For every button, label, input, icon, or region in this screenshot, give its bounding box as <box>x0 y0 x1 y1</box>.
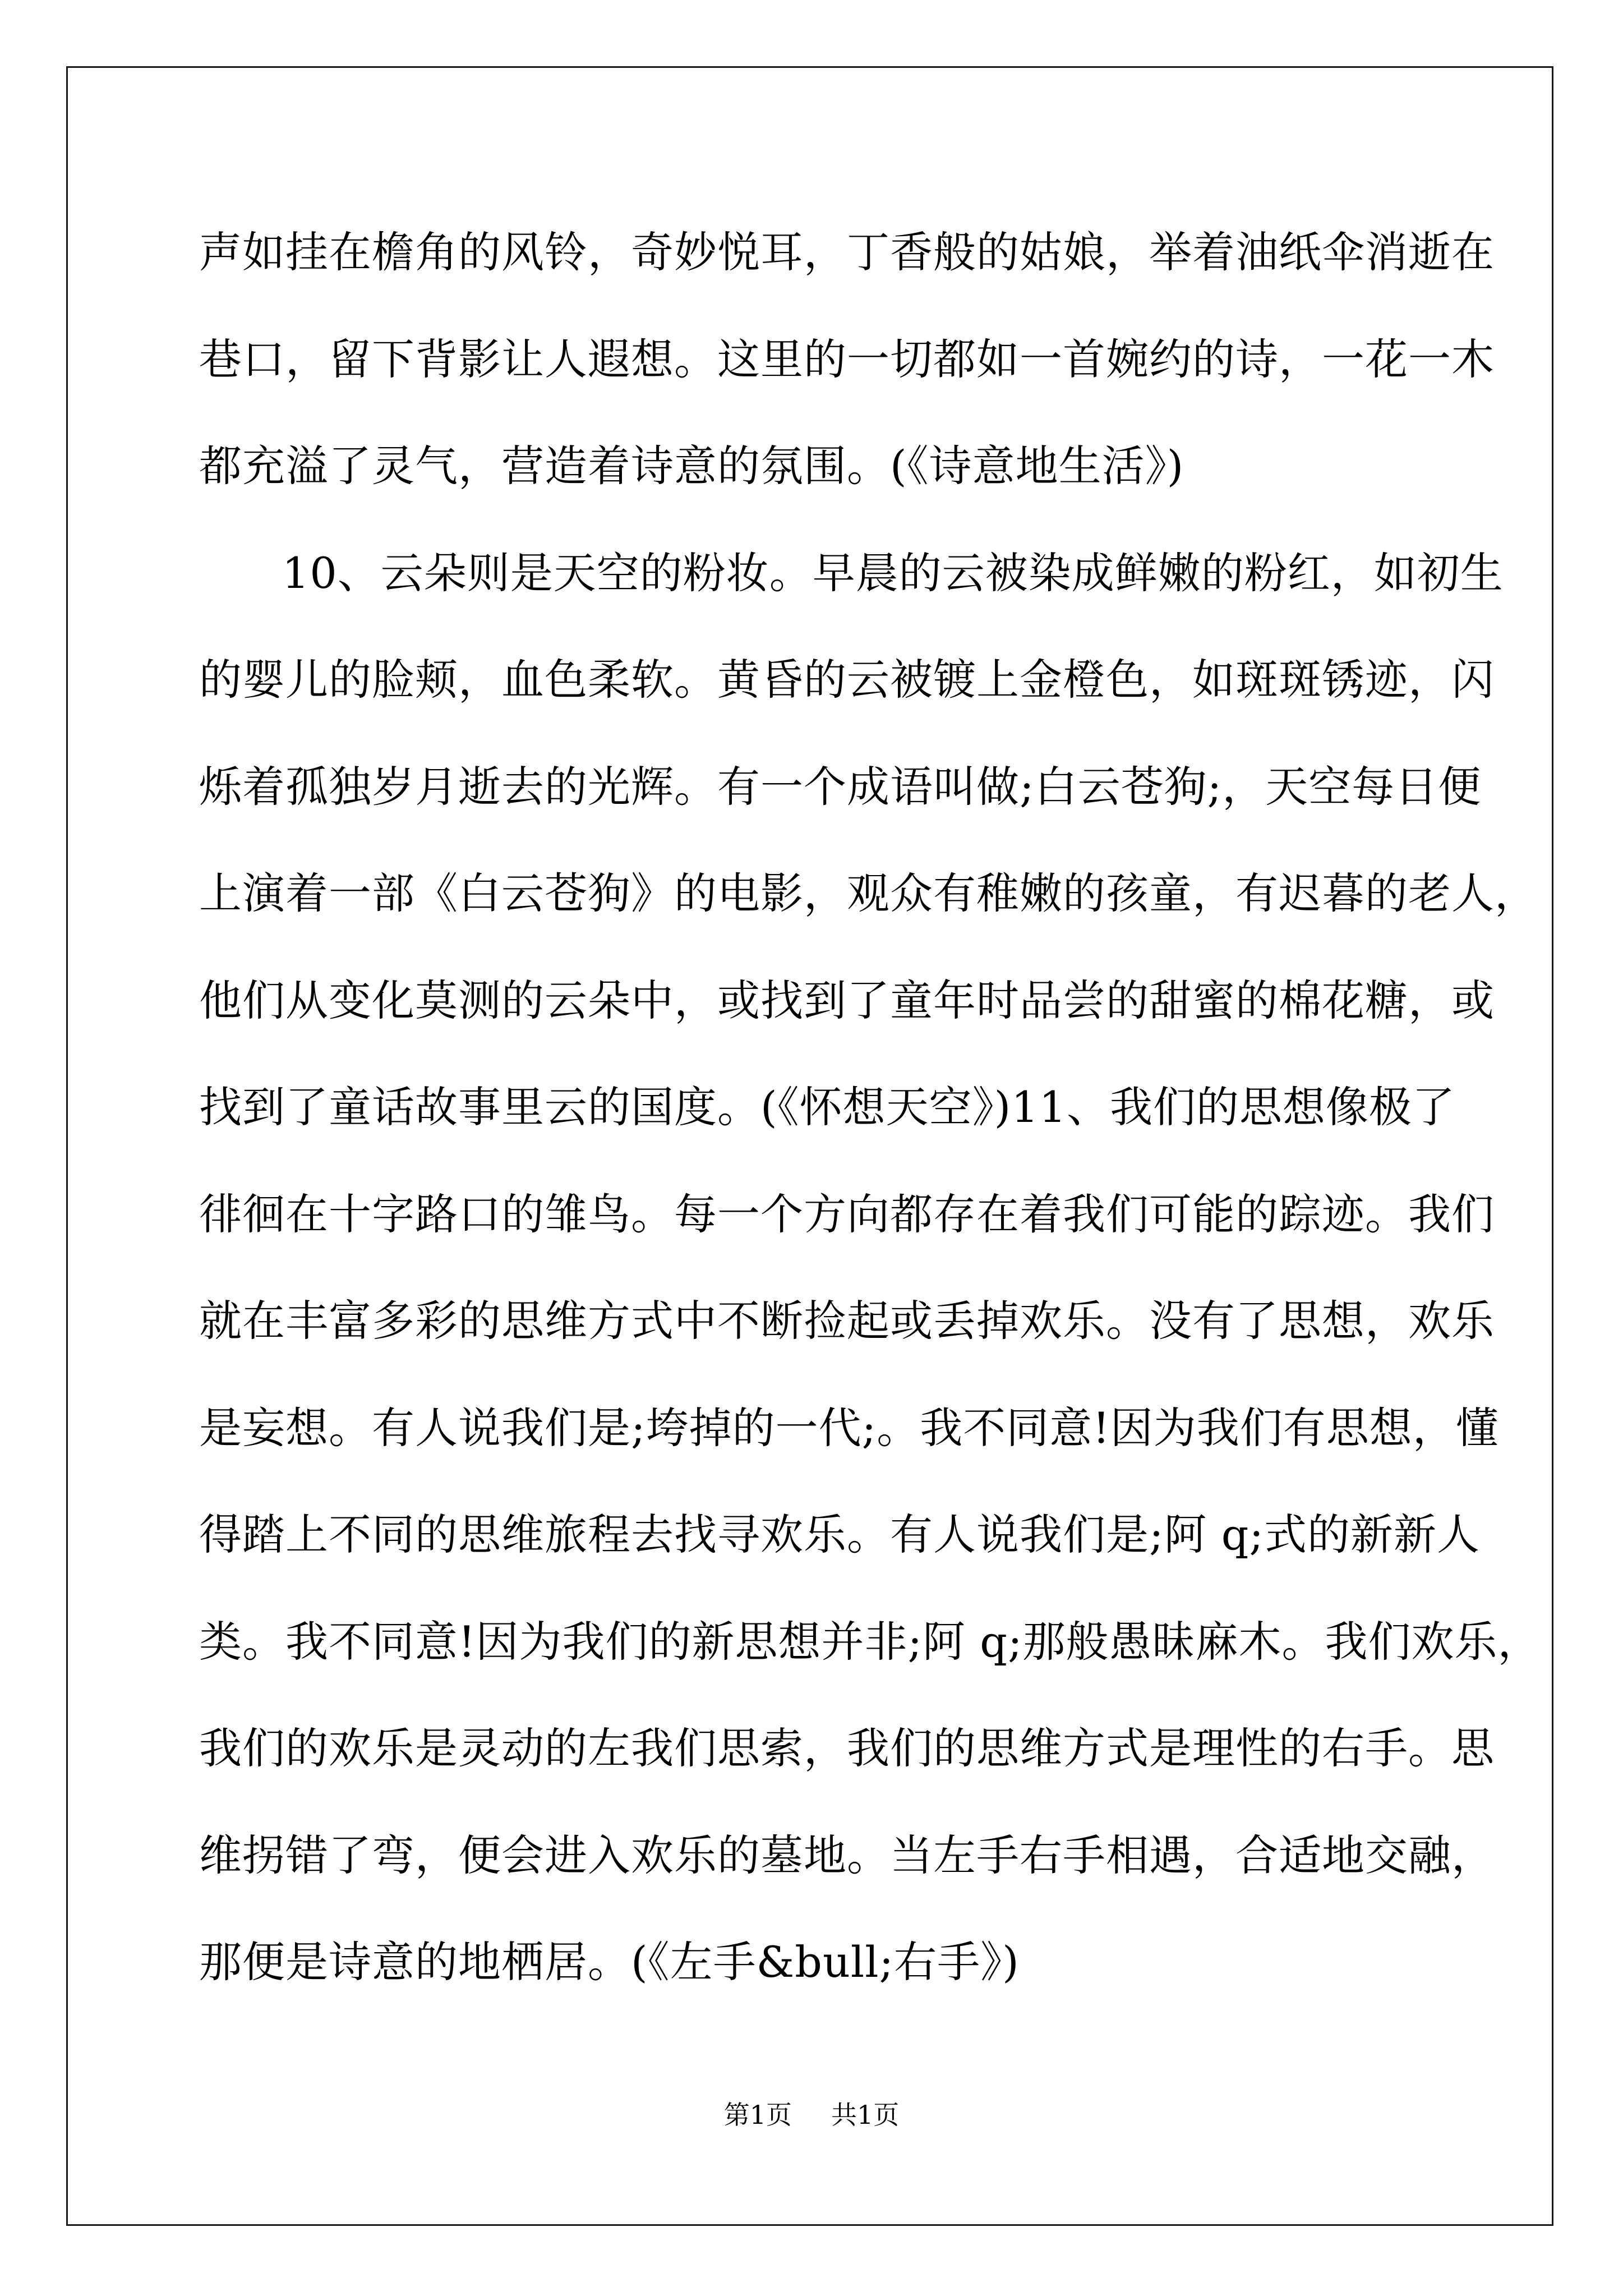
document-body <box>199 219 1541 2036</box>
text-line: 类。我不同意!因为我们的新思想并非;阿 q;那般愚昧麻木。我们欢乐， <box>199 1616 1541 1667</box>
text-line: 维拐错了弯，便会进入欢乐的墓地。当左手右手相遇，合适地交融， <box>199 1830 1495 1880</box>
text-line: 找到了童话故事里云的国度。(《怀想天空》)11、我们的思想像极了 <box>199 1082 1456 1132</box>
text-line: 我们的欢乐是灵动的左我们思索，我们的思维方式是理性的右手。思 <box>199 1723 1495 1773</box>
text-line: 是妄想。有人说我们是;垮掉的一代;。我不同意!因为我们有思想，懂 <box>199 1402 1499 1453</box>
text-line: 声如挂在檐角的风铃，奇妙悦耳，丁香般的姑娘，举着油纸伞消逝在 <box>199 227 1495 277</box>
page-number-current: 第1页 <box>723 2100 792 2130</box>
page-footer <box>0 2098 1623 2132</box>
text-line: 都充溢了灵气，营造着诗意的氛围。(《诗意地生活》) <box>199 441 1184 491</box>
text-line: 巷口，留下背影让人遐想。这里的一切都如一首婉约的诗，一花一木 <box>199 334 1495 384</box>
text-line: 他们从变化莫测的云朵中，或找到了童年时品尝的甜蜜的棉花糖，或 <box>199 975 1495 1025</box>
text-line: 的婴儿的脸颊，血色柔软。黄昏的云被镀上金橙色，如斑斑锈迹，闪 <box>199 655 1495 705</box>
text-line: 就在丰富多彩的思维方式中不断捡起或丢掉欢乐。没有了思想，欢乐 <box>199 1296 1495 1346</box>
text-line: 上演着一部《白云苍狗》的电影，观众有稚嫩的孩童，有迟暮的老人， <box>199 868 1538 918</box>
text-line: 徘徊在十字路口的雏鸟。每一个方向都存在着我们可能的踪迹。我们 <box>199 1189 1495 1239</box>
text-line: 得踏上不同的思维旅程去找寻欢乐。有人说我们是;阿 q;式的新新人 <box>199 1510 1481 1559</box>
page-number-total: 共1页 <box>831 2100 900 2130</box>
paragraph-start-line: 10、云朵则是天空的粉妆。早晨的云被染成鲜嫩的粉红，如初生 <box>282 547 1504 598</box>
text-line: 那便是诗意的地栖居。(《左手&bull;右手》) <box>199 1937 1020 1987</box>
text-line: 烁着孤独岁月逝去的光辉。有一个成语叫做;白云苍狗;，天空每日便 <box>199 761 1482 812</box>
